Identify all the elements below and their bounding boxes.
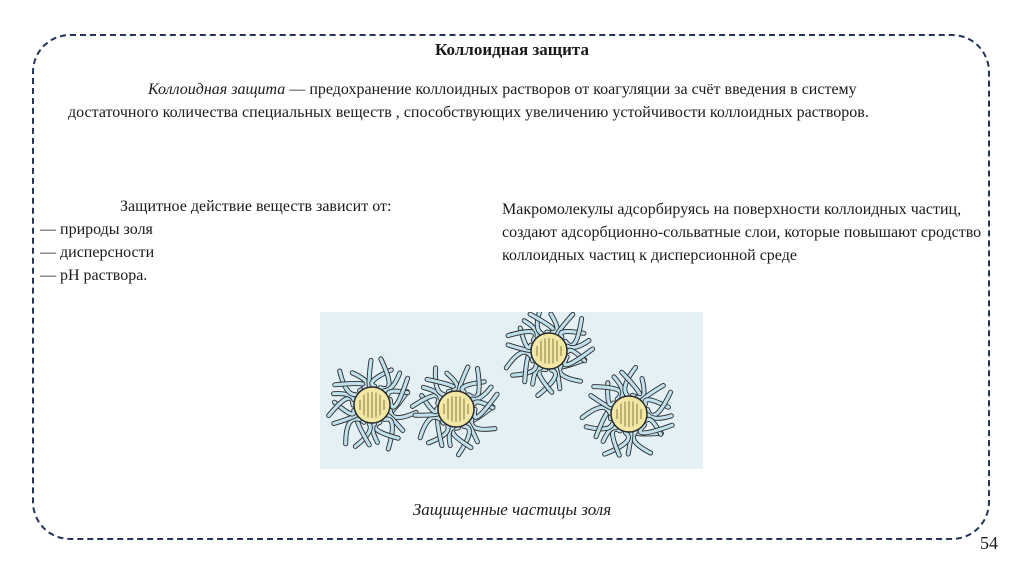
- page-number: 54: [980, 533, 998, 553]
- protected-particles-illustration: [320, 312, 703, 469]
- factors-lead: Защитное действие веществ зависит от:: [120, 198, 392, 215]
- factors-block: [40, 195, 480, 287]
- macromolecule-strand: [415, 414, 438, 415]
- colloid-particle: [412, 367, 497, 455]
- slide-title: Коллоидная защита: [434, 40, 589, 59]
- macromolecule-strand: [335, 383, 365, 390]
- factor-item: — pH раствора.: [40, 267, 148, 284]
- factor-item: — природы золя: [40, 221, 153, 238]
- colloid-particle: [329, 359, 416, 449]
- definition-body: — предохранение коллоидных растворов от коагуляции за счёт введения в систему достаточного количества специальных веществ , способствующих увеличению устойчивости коллоидных растворов.: [68, 81, 869, 121]
- definition-term: Коллоидная защита: [148, 81, 286, 98]
- colloid-particle: [506, 312, 592, 396]
- factors-list: [40, 218, 480, 287]
- particles-drawing: [320, 312, 703, 469]
- illustration-caption: Защищенные частицы золя: [412, 500, 612, 519]
- macromolecules-paragraph: Макромолекулы адсорбируясь на поверхности коллоидных частиц, создают адсорбционно-сольватные слои, которые повышают сродство коллоидных частиц к дисперсионной среде: [502, 201, 982, 264]
- factor-item: — дисперсности: [40, 244, 155, 261]
- colloid-particle: [582, 368, 672, 456]
- definition-paragraph: [68, 78, 948, 124]
